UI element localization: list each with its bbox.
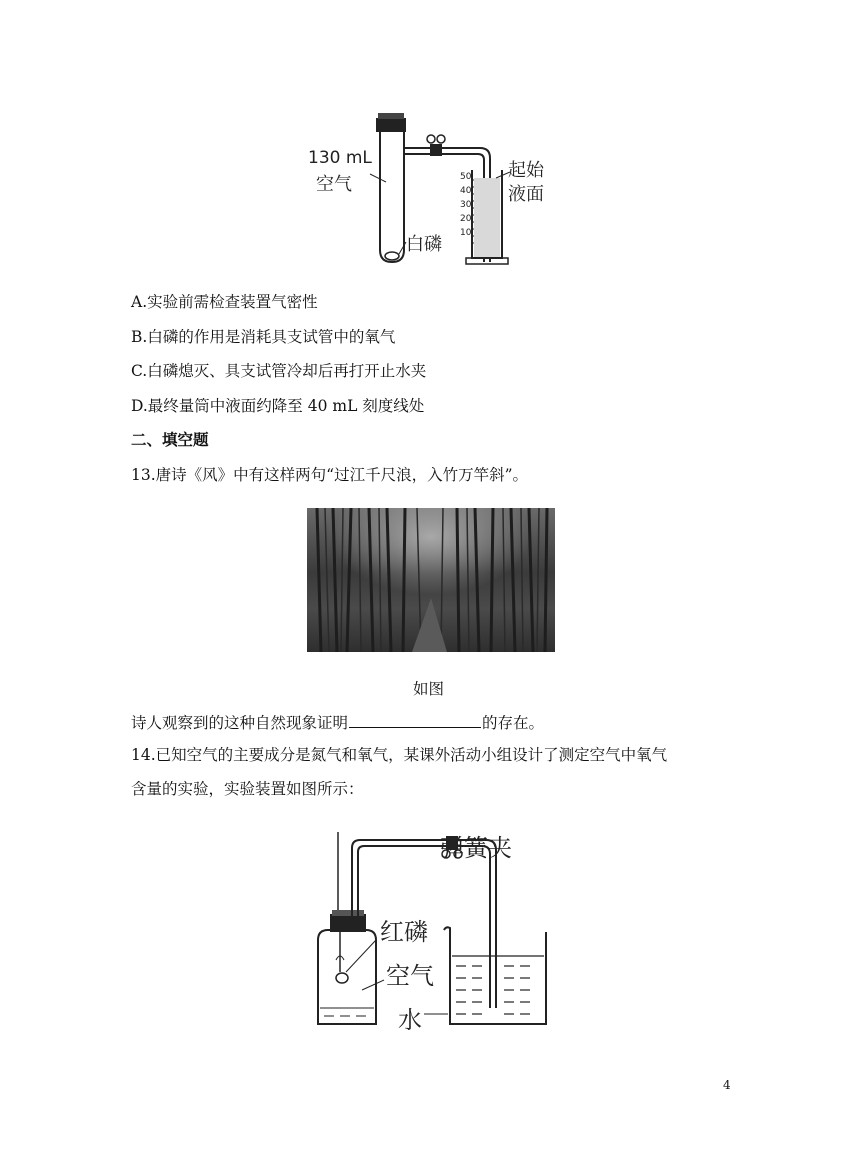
option-a: A.实验前需检查装置气密性 — [131, 293, 318, 311]
label-air: 空气 — [386, 962, 434, 990]
bamboo-forest-photo — [307, 508, 555, 652]
answer-suffix: 的存在。 — [482, 714, 545, 732]
page-number: 4 — [723, 1078, 731, 1092]
label-air: 空气 — [316, 174, 352, 195]
photo-caption: 如图 — [413, 680, 445, 698]
option-c: C.白磷熄灭、具支试管冷却后再打开止水夹 — [131, 362, 427, 380]
tick-label: 50 — [460, 172, 472, 182]
figure-test-tube-apparatus — [300, 112, 570, 270]
question-13-answer-line — [131, 711, 544, 733]
option-d: D.最终量筒中液面约降至 40 mL 刻度线处 — [131, 397, 425, 415]
tick-label: 10 — [460, 228, 472, 238]
label-red-phosphorus: 红磷 — [380, 918, 428, 946]
answer-prefix: 诗人观察到的这种自然现象证明 — [131, 714, 349, 732]
tick-label: 30 — [460, 200, 472, 210]
label-spring-clip: 弹簧夹 — [440, 834, 512, 862]
question-14-line-2: 含量的实验，实验装置如图所示： — [131, 780, 364, 798]
answer-blank[interactable] — [349, 711, 481, 728]
label-volume: 130 mL — [308, 148, 372, 168]
section-title: 二、填空题 — [131, 431, 209, 449]
label-white-phosphorus: 白磷 — [406, 234, 442, 255]
figure-red-phosphorus-apparatus — [310, 832, 550, 1032]
red-phosphorus-apparatus-drawing — [310, 832, 550, 1032]
option-b: B.白磷的作用是消耗具支试管中的氧气 — [131, 328, 396, 346]
tick-label: 20 — [460, 214, 472, 224]
label-start: 起始 — [508, 160, 544, 181]
label-level: 液面 — [508, 184, 544, 205]
question-14-line-1: 14.已知空气的主要成分是氮气和氧气，某课外活动小组设计了测定空气中氧气 — [131, 746, 668, 764]
tick-label: 40 — [460, 186, 472, 196]
label-water: 水 — [398, 1006, 422, 1034]
question-13-stem: 13.唐诗《风》中有这样两句“过江千尺浪，入竹万竿斜”。 — [131, 466, 529, 484]
